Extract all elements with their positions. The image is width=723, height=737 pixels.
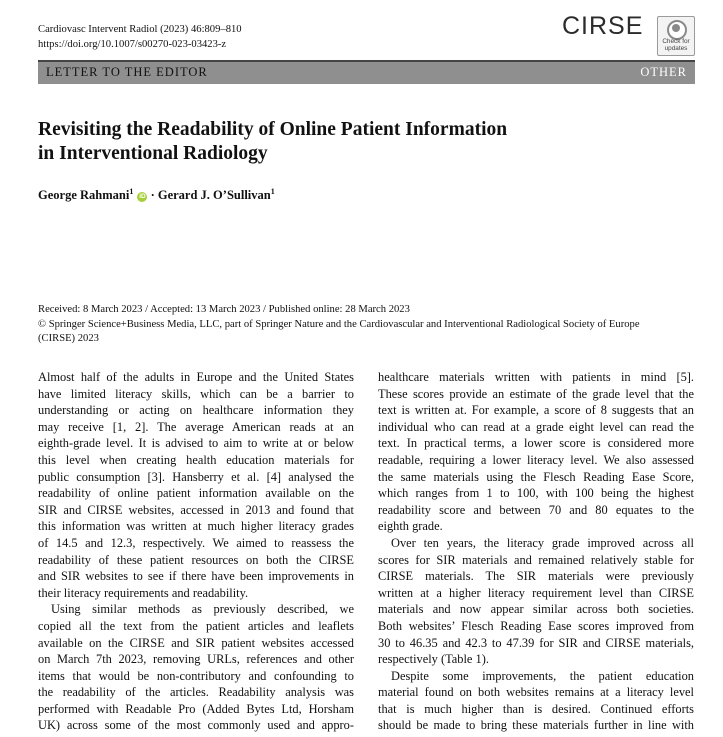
body-text-line: copied all the text from the patient articles and leaflets: [38, 618, 354, 633]
body-text-line: that is much higher than is desired. Continued efforts: [378, 701, 694, 716]
author-list: [38, 187, 275, 203]
body-column-left: [38, 369, 354, 734]
body-text-line: Over ten years, the literacy grade improved across all: [391, 535, 694, 550]
article-title: [38, 118, 638, 166]
body-text-line: the readability of the articles. Readability analysis was: [38, 685, 354, 700]
body-text-line: Almost half of the adults in Europe and the United States: [38, 370, 354, 384]
body-text-line: which ranges from 1 to 100, with 100 being the highest: [378, 486, 694, 501]
body-text-line: readable, requiring a lower literacy level. We also assessed: [378, 452, 694, 467]
affiliation-marker: 1: [129, 187, 134, 196]
body-text-line: respectively (Table 1).: [378, 652, 489, 667]
body-text-line: performed with Readable Pro (Added Bytes Ltd, Horsham: [38, 701, 354, 716]
body-text-line: eighth-grade level. It is advised to aim to write at or below: [38, 436, 354, 451]
body-text-line: materials and now appear similar across both societies.: [378, 602, 694, 617]
cirse-logo: CIRSE: [562, 12, 644, 40]
body-column-right: [378, 369, 694, 734]
author-separator: ·: [150, 188, 155, 203]
body-text-line: UK) across some of the most commonly used and appro-: [38, 718, 354, 733]
affiliation-marker: 1: [270, 187, 275, 196]
body-text-line: public consumption [3]. Hansberry et al. [4] analysed the: [38, 469, 354, 484]
body-text-line: this level when creating health education materials for: [38, 452, 354, 467]
body-text-line: their literacy requirements and readability.: [38, 585, 249, 600]
journal-citation: Cardiovasc Intervent Radiol (2023) 46:809–810: [38, 24, 242, 35]
body-text-line: scores for SIR materials and remained relatively stable for: [378, 552, 694, 567]
body-text-line: understanding or acting on healthcare information they: [38, 403, 354, 418]
body-text-line: this information was written at much higher literacy grades: [38, 519, 354, 534]
body-text-line: of 14.5 and 12.3, respectively. We aimed to reassess the: [38, 535, 354, 550]
body-text-line: Despite some improvements, the patient education: [391, 668, 694, 683]
category-label: OTHER: [640, 65, 687, 79]
body-text-line: should be made to bring these materials further in line with: [378, 718, 694, 733]
body-text-line: readability score and between 70 and 80 equates to the: [378, 502, 694, 517]
body-text-line: items that would be non-contributory and confounding to: [38, 668, 354, 683]
body-text-line: material found on both websites remains at a literacy level: [378, 685, 694, 700]
body-text-line: Both websites’ Flesch Reading Ease scores improved from: [378, 618, 694, 633]
body-text-line: Using similar methods as previously described, we: [51, 602, 354, 617]
copyright-notice-cont: (CIRSE) 2023: [38, 333, 99, 344]
body-text-line: may receive [1, 2]. The average American reads at an: [38, 419, 354, 434]
body-text-line: available on the CIRSE and SIR patient websites accessed: [38, 635, 354, 650]
bookmark-icon: [667, 20, 687, 40]
check-for-updates-label: Check for updates: [662, 38, 690, 52]
copyright-notice: © Springer Science+Business Media, LLC, part of Springer Nature and the Cardiovascular and Interventional Radiological Society of Europe: [38, 319, 640, 330]
body-text-line: text is written at. For example, a score of 8 suggests that an: [378, 403, 694, 418]
doi-link[interactable]: https://doi.org/10.1007/s00270-023-03423-z: [38, 39, 227, 50]
check-for-updates-badge[interactable]: [657, 16, 695, 56]
body-text-line: healthcare materials written with patients in mind [5].: [378, 370, 694, 384]
body-text-line: 30 to 46.35 and 42.3 to 47.39 for SIR and CIRSE materials,: [378, 635, 694, 650]
body-text-line: the same materials using the Flesch Reading Ease Score,: [378, 469, 694, 484]
body-text-line: SIR and CIRSE websites, accessed in 2013 and found that: [38, 502, 354, 517]
publication-history: Received: 8 March 2023 / Accepted: 13 March 2023 / Published online: 28 March 2023: [38, 304, 410, 315]
author-name[interactable]: George Rahmani: [38, 188, 130, 203]
body-text-line: CIRSE materials. The SIR materials were previously: [378, 569, 694, 584]
body-text-line: and SIR websites to see if there have been improvements in: [38, 569, 354, 584]
body-text-line: eighth grade.: [378, 519, 443, 534]
body-text-line: These scores provide an estimate of the grade level that the: [378, 386, 694, 401]
orcid-icon[interactable]: iD: [139, 193, 146, 201]
body-text-line: readability of these patient resources on both the CIRSE: [38, 552, 354, 567]
title-line: in Interventional Radiology: [38, 143, 268, 164]
author-name[interactable]: Gerard J. O’Sullivan: [157, 188, 271, 203]
section-label: LETTER TO THE EDITOR: [46, 65, 208, 79]
body-text-line: on March 7th 2023, removing URLs, references and other: [38, 652, 354, 667]
body-text-line: text. In practical terms, a lower score is considered more: [378, 436, 694, 451]
section-banner: [38, 60, 695, 84]
body-text-line: readability of online patient information available on the: [38, 486, 354, 501]
title-line: Revisiting the Readability of Online Patient Information: [38, 119, 508, 140]
body-text-line: individual who can read at a grade eight level can read the: [378, 419, 694, 434]
body-text-line: written at a higher literacy requirement level than CIRSE: [378, 585, 694, 600]
body-text-line: have limited literacy skills, which can be a barrier to: [38, 386, 354, 401]
